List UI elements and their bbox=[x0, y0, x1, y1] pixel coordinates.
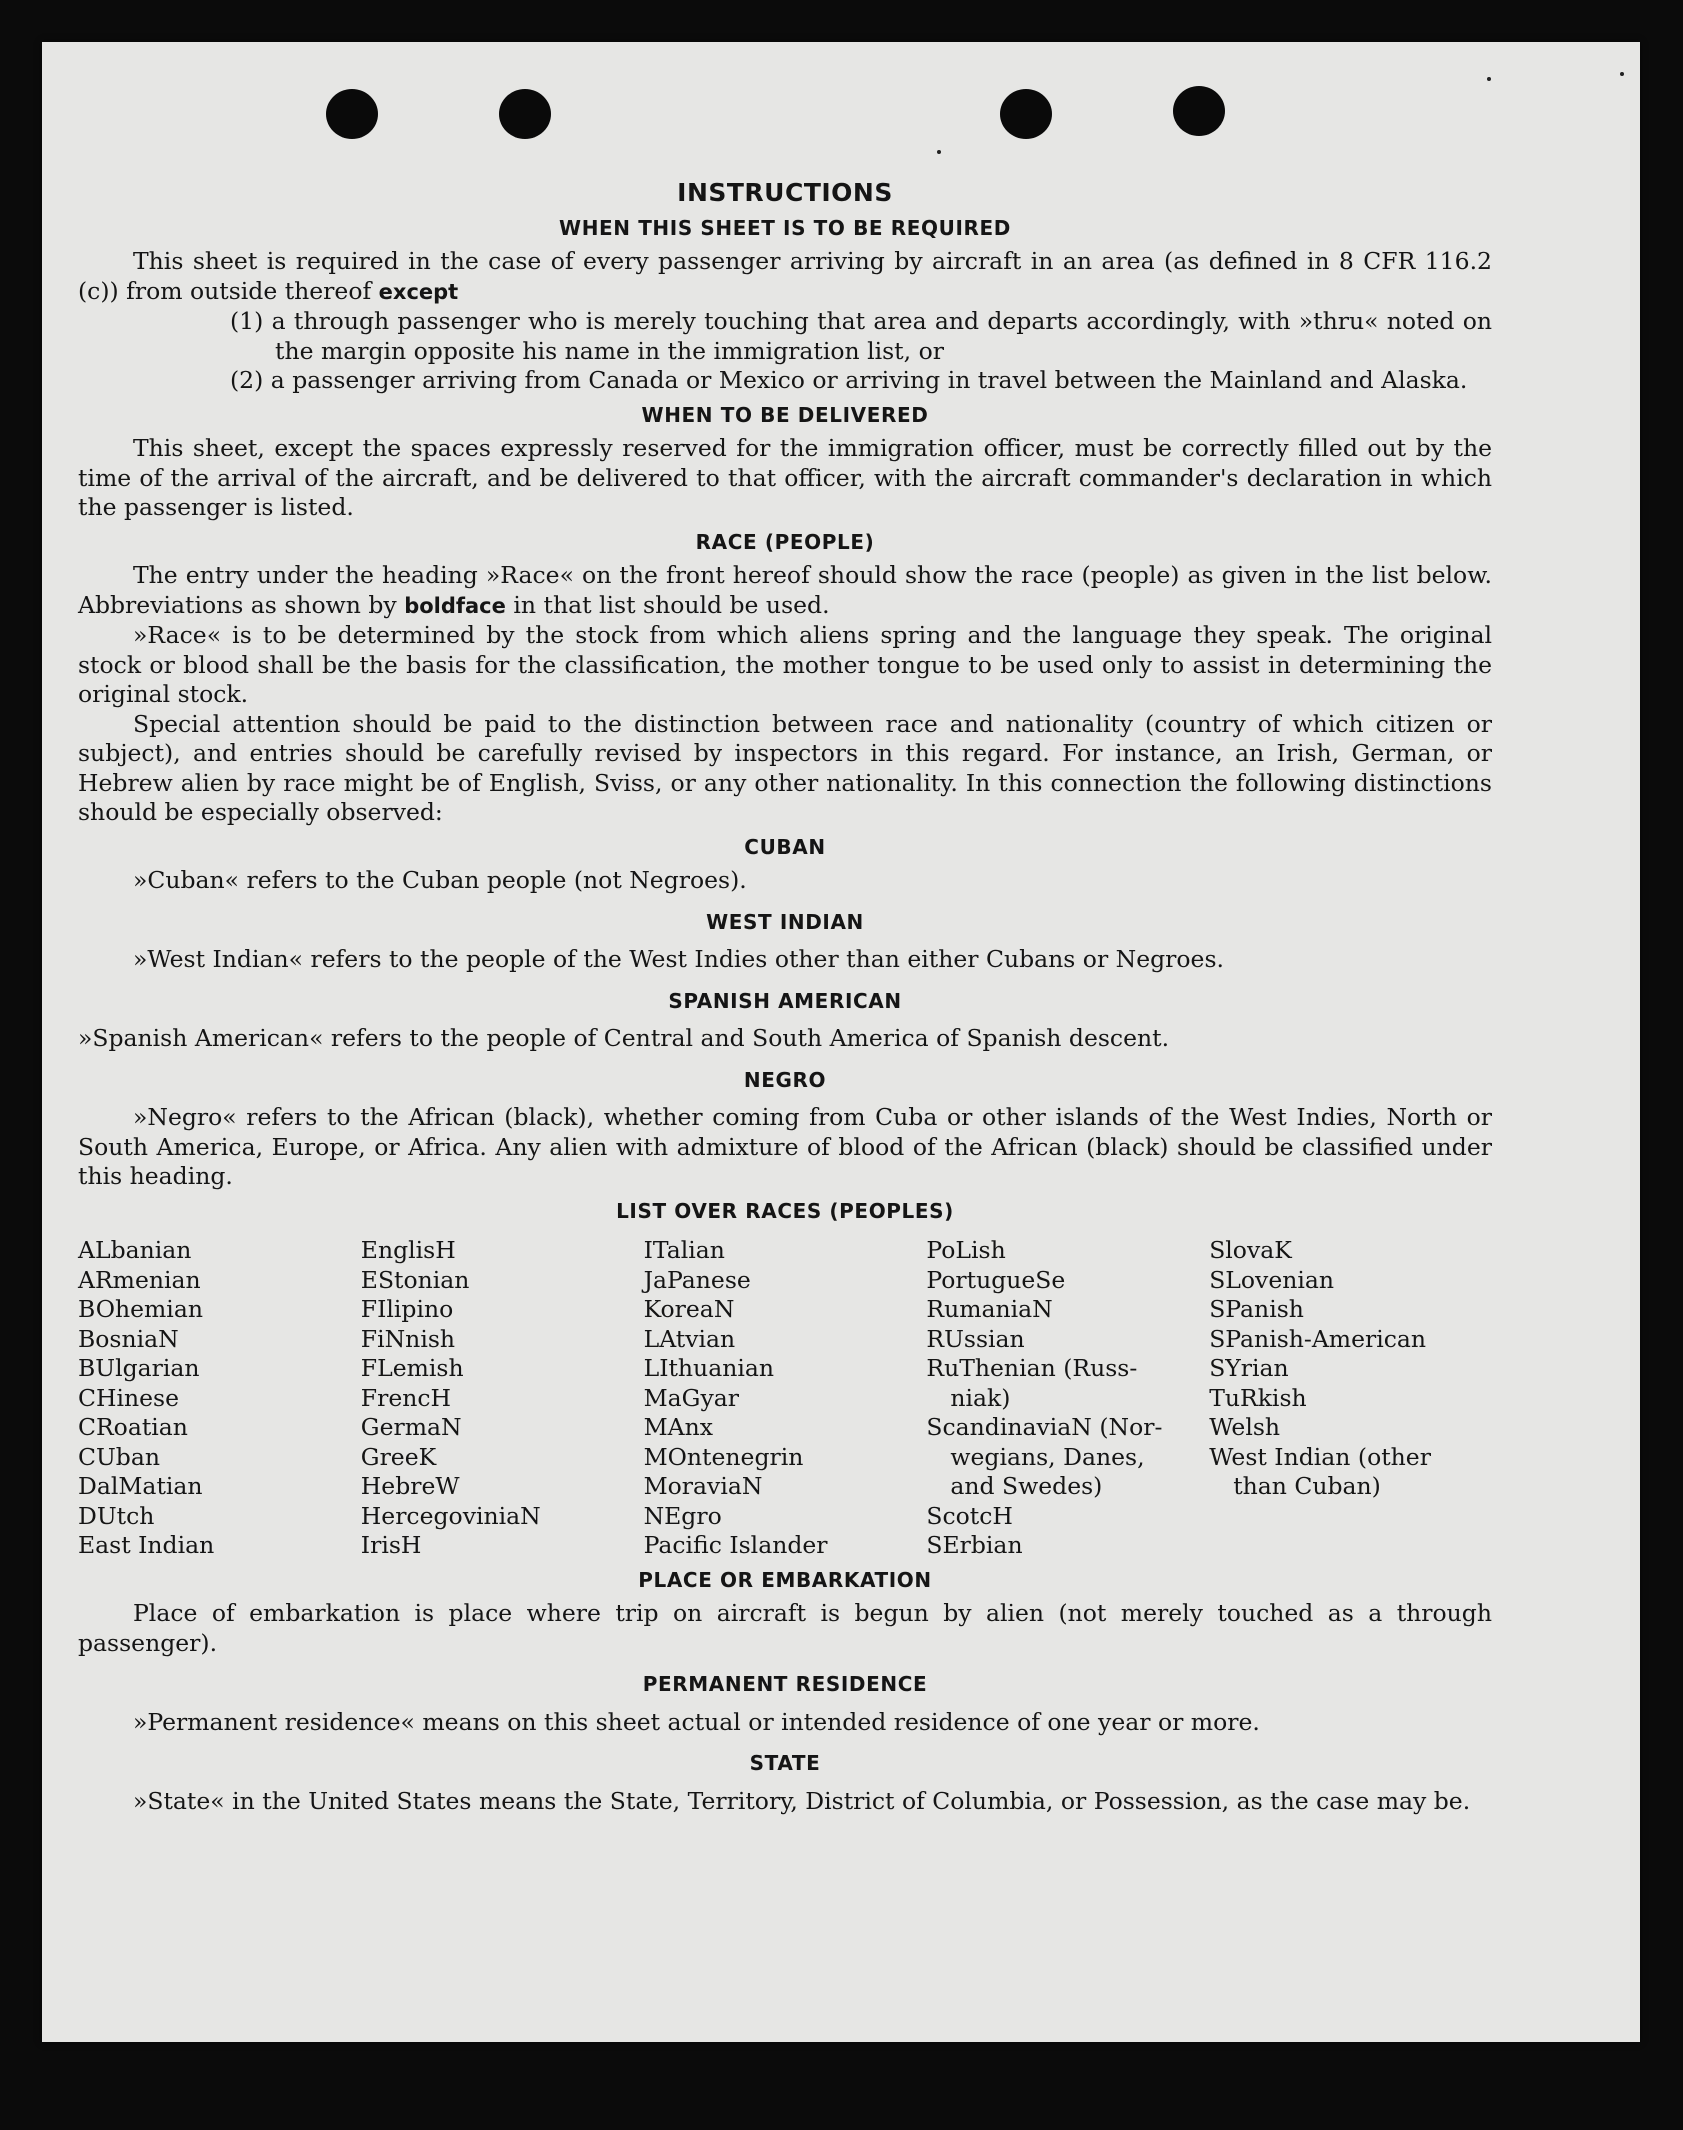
page-title: INSTRUCTIONS bbox=[677, 178, 893, 207]
race-list-item: NEgro bbox=[643, 1501, 722, 1530]
race-list-item: East Indian bbox=[78, 1531, 215, 1559]
race-list-item: Welsh bbox=[1209, 1413, 1281, 1441]
punch-hole bbox=[326, 89, 378, 139]
race-list-item: DalMatian bbox=[78, 1472, 203, 1500]
race-list-item: West Indian (other bbox=[1209, 1442, 1431, 1471]
race-list-item: and Swedes) bbox=[950, 1472, 1103, 1500]
race-list-item: ARmenian bbox=[78, 1265, 201, 1294]
race-list-item: BOhemian bbox=[78, 1295, 203, 1323]
race-paragraph-2: »Race« is to be determined by the stock from which aliens spring and the language they speak. The original stock or blood shall be the basis for the classification, the mother tongue to be used only to assist in determining the original stock. bbox=[78, 621, 1492, 708]
race-list-item: MoraviaN bbox=[643, 1472, 763, 1500]
punch-hole bbox=[1173, 86, 1225, 136]
race-list-item: CHinese bbox=[78, 1383, 179, 1412]
race-list-item: than Cuban) bbox=[1233, 1472, 1381, 1500]
race-list bbox=[78, 1236, 1492, 1561]
race-list-item: FrencH bbox=[360, 1383, 452, 1412]
section-heading-cuban: CUBAN bbox=[744, 834, 826, 859]
race-list-item: ScandinaviaN (Nor- bbox=[926, 1413, 1163, 1441]
race-list-item: ScotcH bbox=[926, 1501, 1013, 1530]
race-list-item: CUban bbox=[78, 1442, 160, 1471]
race-list-item: MaGyar bbox=[643, 1383, 739, 1412]
dust-speck bbox=[1620, 72, 1624, 76]
section-heading-residence: PERMANENT RESIDENCE bbox=[642, 1672, 928, 1696]
race-list-item: EStonian bbox=[360, 1265, 470, 1294]
required-intro: This sheet is required in the case of every passenger arriving by aircraft in an area (as defined in 8 CFR 116.2 (c)) from outside thereof except bbox=[78, 247, 1492, 305]
required-item-1: (1) a through passenger who is merely touching that area and departs accordingly, with »thru« noted on the margin opposite his name in the immigration list, or bbox=[230, 307, 1492, 365]
section-heading-west-indian: WEST INDIAN bbox=[706, 909, 864, 934]
race-list-item: MOntenegrin bbox=[643, 1442, 804, 1471]
race-list-column bbox=[644, 1236, 927, 1561]
race-list-item: LAtvian bbox=[643, 1324, 736, 1353]
section-heading-embarkation: PLACE OR EMBARKATION bbox=[638, 1567, 932, 1592]
punch-hole bbox=[1000, 89, 1052, 139]
race-list-item: SPanish bbox=[1209, 1295, 1304, 1323]
section-heading-spanish-american: SPANISH AMERICAN bbox=[668, 988, 902, 1013]
race-list-item: DUtch bbox=[78, 1501, 155, 1530]
race-paragraph-1: The entry under the heading »Race« on the front hereof should show the race (people) as given in the list below. Abbreviations as shown by boldface in that list should be used. bbox=[78, 561, 1492, 619]
spanish-american-text: »Spanish American« refers to the people of Central and South America of Spanish descent. bbox=[78, 1024, 1170, 1052]
negro-text: »Negro« refers to the African (black), whether coming from Cuba or other islands of the West Indies, North or South America, Europe, or Africa. Any alien with admixture of blood of the African (black) should be classified under this heading. bbox=[78, 1103, 1492, 1190]
race-list-item: RUssian bbox=[926, 1324, 1025, 1353]
race-list-item: SYrian bbox=[1209, 1354, 1289, 1382]
race-list-item: EnglisH bbox=[360, 1236, 456, 1264]
race-list-item: MAnx bbox=[643, 1413, 714, 1441]
race-list-item: BosniaN bbox=[78, 1324, 179, 1353]
section-heading-state: STATE bbox=[749, 1751, 821, 1775]
race-list-item: SlovaK bbox=[1209, 1236, 1292, 1264]
race-list-item: ALbanian bbox=[78, 1236, 192, 1264]
race-list-item: CRoatian bbox=[78, 1413, 188, 1441]
race-list-item: RumaniaN bbox=[926, 1295, 1053, 1323]
required-item-2: (2) a passenger arriving from Canada or Mexico or arriving in travel between the Mainland and Alaska. bbox=[230, 366, 1468, 394]
race-list-item: JaPanese bbox=[643, 1265, 751, 1294]
west-indian-text: »West Indian« refers to the people of the West Indies other than either Cubans or Negroes. bbox=[133, 945, 1224, 973]
race-list-column bbox=[361, 1236, 644, 1561]
race-list-item: SLovenian bbox=[1209, 1265, 1335, 1294]
race-list-item: ITalian bbox=[643, 1236, 725, 1264]
race-list-column bbox=[78, 1236, 361, 1561]
section-heading-required: WHEN THIS SHEET IS TO BE REQUIRED bbox=[559, 215, 1011, 240]
race-paragraph-3: Special attention should be paid to the distinction between race and nationality (country of which citizen or subject), and entries should be carefully revised by inspectors in this regard. For instance, an Irish, German, or Hebrew alien by race might be of English, Sviss, or any other nationality. In this connection the following distinctions should be especially observed: bbox=[78, 709, 1492, 826]
section-heading-race: RACE (PEOPLE) bbox=[695, 529, 875, 554]
race-list-item: FLemish bbox=[360, 1354, 464, 1382]
race-list-item: Pacific Islander bbox=[643, 1531, 828, 1559]
race-list-column bbox=[926, 1236, 1209, 1561]
race-list-column bbox=[1209, 1236, 1492, 1561]
race-list-item: TuRkish bbox=[1209, 1383, 1307, 1412]
cuban-text: »Cuban« refers to the Cuban people (not Negroes). bbox=[133, 866, 747, 894]
residence-text: »Permanent residence« means on this sheet actual or intended residence of one year or more. bbox=[133, 1707, 1260, 1736]
delivered-text: This sheet, except the spaces expressly reserved for the immigration officer, must be correctly filled out by the time of the arrival of the aircraft, and be delivered to that officer, with the aircraft commander's declaration in which the passenger is listed. bbox=[78, 434, 1492, 521]
race-list-item: LIthuanian bbox=[643, 1354, 775, 1382]
race-list-item: wegians, Danes, bbox=[950, 1442, 1145, 1471]
race-list-item: GreeK bbox=[360, 1442, 437, 1471]
section-heading-race-list: LIST OVER RACES (PEOPLES) bbox=[616, 1198, 954, 1223]
race-list-item: HercegoviniaN bbox=[360, 1501, 541, 1530]
dust-speck bbox=[1487, 77, 1491, 81]
dust-speck bbox=[937, 150, 941, 154]
state-text: »State« in the United States means the State, Territory, District of Columbia, or Possession, as the case may be. bbox=[133, 1786, 1471, 1815]
section-heading-negro: NEGRO bbox=[743, 1067, 827, 1092]
document-sheet bbox=[42, 42, 1640, 2042]
race-list-item: SPanish-American bbox=[1209, 1324, 1427, 1353]
race-list-item: FIlipino bbox=[360, 1295, 454, 1323]
race-list-item: KoreaN bbox=[643, 1295, 735, 1323]
embarkation-text: Place of embarkation is place where trip on aircraft is begun by alien (not merely touched as a through passenger). bbox=[78, 1599, 1492, 1657]
instructions-content bbox=[78, 178, 1492, 1816]
race-list-item: PortugueSe bbox=[926, 1265, 1066, 1294]
race-list-item: PoLish bbox=[926, 1236, 1006, 1264]
race-list-item: niak) bbox=[950, 1383, 1011, 1412]
race-list-item: BUlgarian bbox=[78, 1354, 200, 1382]
race-list-item: GermaN bbox=[360, 1413, 462, 1441]
race-list-item: FiNnish bbox=[360, 1324, 456, 1353]
punch-hole bbox=[499, 89, 551, 139]
race-list-item: SErbian bbox=[926, 1531, 1023, 1559]
race-list-item: RuThenian (Russ- bbox=[926, 1354, 1138, 1382]
race-list-item: HebreW bbox=[360, 1472, 460, 1500]
race-list-item: IrisH bbox=[360, 1531, 422, 1559]
section-heading-delivered: WHEN TO BE DELIVERED bbox=[641, 402, 929, 427]
